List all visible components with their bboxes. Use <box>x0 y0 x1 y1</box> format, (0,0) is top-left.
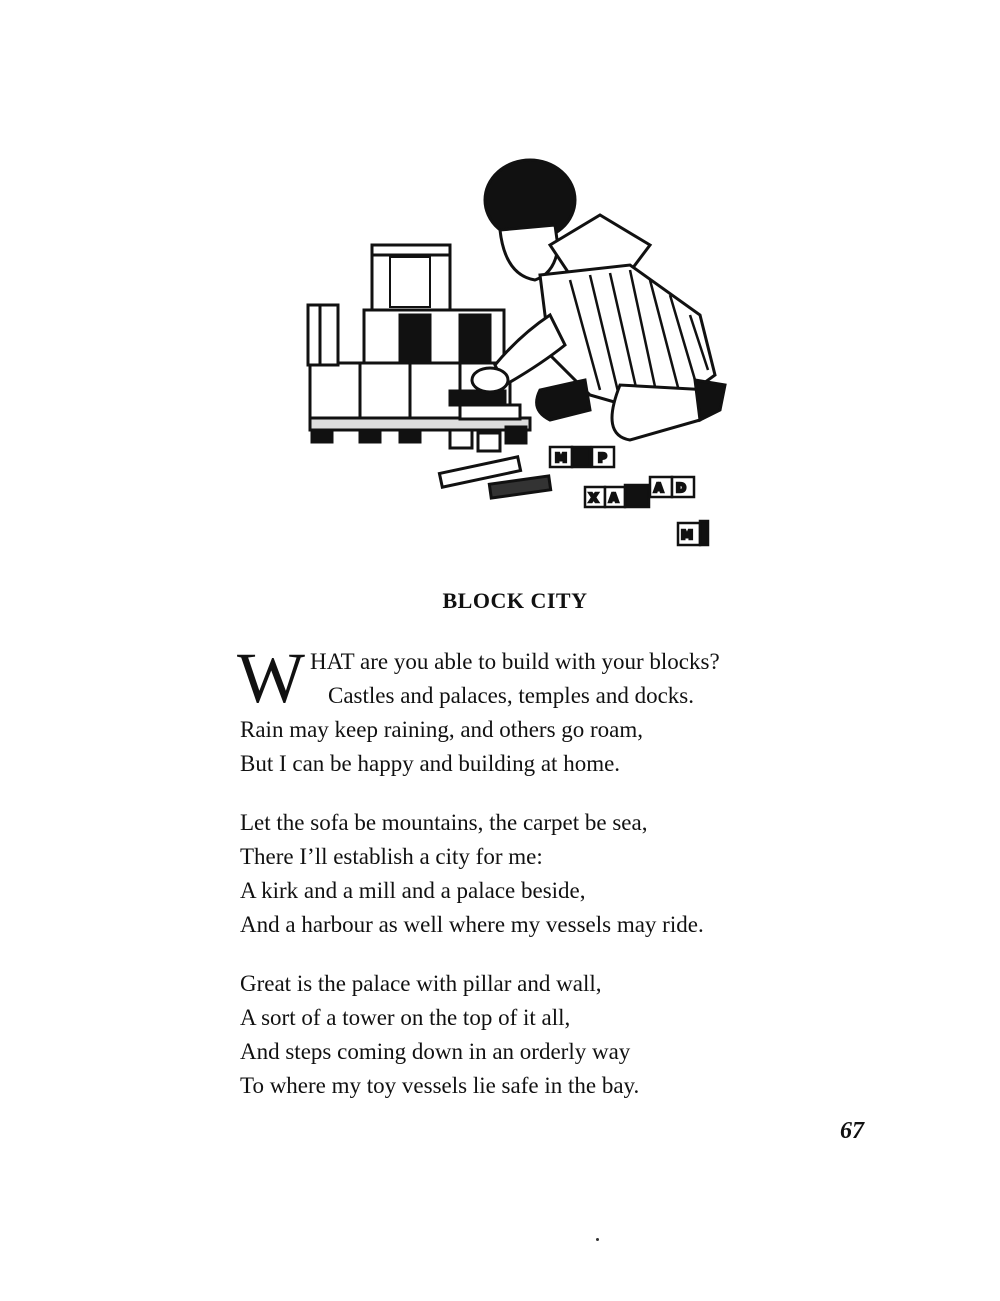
svg-text:D: D <box>676 481 686 495</box>
poem-line: There I’ll establish a city for me: <box>240 844 543 869</box>
poem-line: To where my toy vessels lie safe in the bay. <box>240 1073 640 1098</box>
svg-text:X: X <box>589 491 599 505</box>
svg-text:M: M <box>681 528 693 542</box>
loose-planks <box>439 457 550 498</box>
poem-line: And steps coming down in an orderly way <box>240 1039 631 1064</box>
svg-text:A: A <box>609 491 619 505</box>
poem-line: But I can be happy and building at home. <box>240 751 621 776</box>
drop-cap: W <box>237 638 305 718</box>
svg-text:P: P <box>598 451 607 465</box>
poem-line: A kirk and a mill and a palace beside, <box>240 878 586 903</box>
stanza-1 <box>237 638 860 781</box>
block-castle <box>308 245 530 451</box>
poem-line: A sort of a tower on the top of it all, <box>240 1005 571 1030</box>
svg-text:A: A <box>654 481 664 495</box>
svg-text:M: M <box>555 451 567 465</box>
page-number: 67 <box>840 1118 864 1144</box>
stanza-2 <box>240 806 860 942</box>
poem-line: Great is the palace with pillar and wall, <box>240 971 602 996</box>
poem-line: Rain may keep raining, and others go roam, <box>240 717 644 742</box>
boy-with-blocks-illustration <box>300 155 730 555</box>
poem-line: Let the sofa be mountains, the carpet be sea, <box>240 810 648 835</box>
poem-line: And a harbour as well where my vessels may ride. <box>240 912 704 937</box>
poem-body <box>237 638 860 1103</box>
poem-line: Castles and palaces, temples and docks. <box>328 683 694 708</box>
poem-line: HAT are you able to build with your blocks? <box>310 649 720 674</box>
poem-title: BLOCK CITY <box>442 588 588 613</box>
letter-blocks <box>550 447 708 545</box>
stanza-3 <box>240 967 860 1103</box>
scan-speck <box>596 1238 599 1241</box>
